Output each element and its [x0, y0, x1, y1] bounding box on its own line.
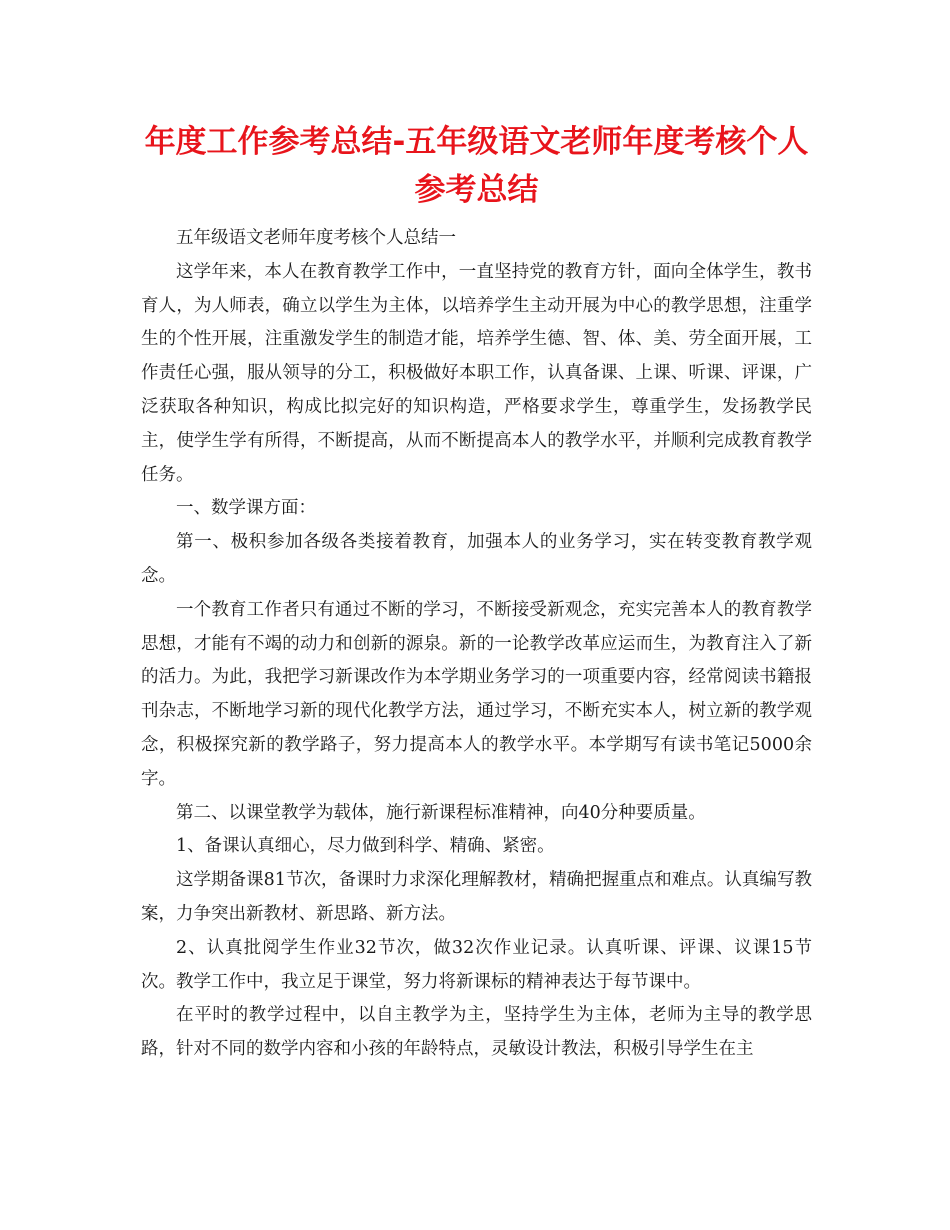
section-heading: 五年级语文老师年度考核个人总结一 — [176, 228, 456, 248]
title-line-1: 年度工作参考总结-五年级语文老师年度考核个人 — [144, 124, 809, 160]
document-title — [141, 118, 812, 214]
paragraph: 第一、极积参加各级各类接着教育，加强本人的业务学习，实在转变教育教学观念。 — [141, 532, 812, 586]
section-heading: 一、数学课方面： — [176, 498, 316, 519]
paragraph: 一个教育工作者只有通过不断的学习，不断接受新观念，充实完善本人的教育教学思想，才能有不竭的动力和创新的源泉。新的一论教学改革应运而生，为教育注入了新的活力。为此，我把学习新课改作为本学期业务学习的一项重要内容，经常阅读书籍报刊杂志，不断地学习新的现代化教学方法，通过学习，不断充实本人，树立新的教学观念，积极探究新的教学路子，努力提高本人的教学水平。本学期写有读书笔记5000余字。 — [141, 599, 812, 789]
title-line-2: 参考总结 — [414, 172, 539, 208]
paragraph: 这学年来，本人在教育教学工作中，一直坚持党的教育方针，面向全体学生，教书育人，为人师表，确立以学生为主体，以培养学生主动开展为中心的教学思想，注重学生的个性开展，注重激发学生的制造才能，培养学生德、智、体、美、劳全面开展，工作责任心强，服从领导的分工，积极做好本职工作，认真备课、上课、听课、评课，广泛获取各种知识，构成比拟完好的知识构造，严格要求学生，尊重学生，发扬教学民主，使学生学有所得，不断提高，从而不断提高本人的教学水平，并顺利完成教育教学任务。 — [141, 261, 812, 485]
paragraph: 在平时的教学过程中，以自主教学为主，坚持学生为主体，老师为主导的教学思路，针对不同的数学内容和小孩的年龄特点，灵敏设计教法，积极引导学生在主 — [141, 1005, 812, 1060]
paragraph: 第二、以课堂教学为载体，施行新课程标准精神，向40分种要质量。 — [176, 802, 706, 823]
paragraph: 1、备课认真细心，尽力做到科学、精确、紧密。 — [176, 836, 555, 857]
document-body — [141, 222, 812, 1067]
paragraph: 2、认真批阅学生作业32节次，做32次作业记录。认真听课、评课、议课15节次。教学工作中，我立足于课堂，努力将新课标的精神表达于每节课中。 — [141, 937, 812, 992]
paragraph: 这学期备课81节次，备课时力求深化理解教材，精确把握重点和难点。认真编写教案，力争突出新教材、新思路、新方法。 — [141, 870, 812, 924]
